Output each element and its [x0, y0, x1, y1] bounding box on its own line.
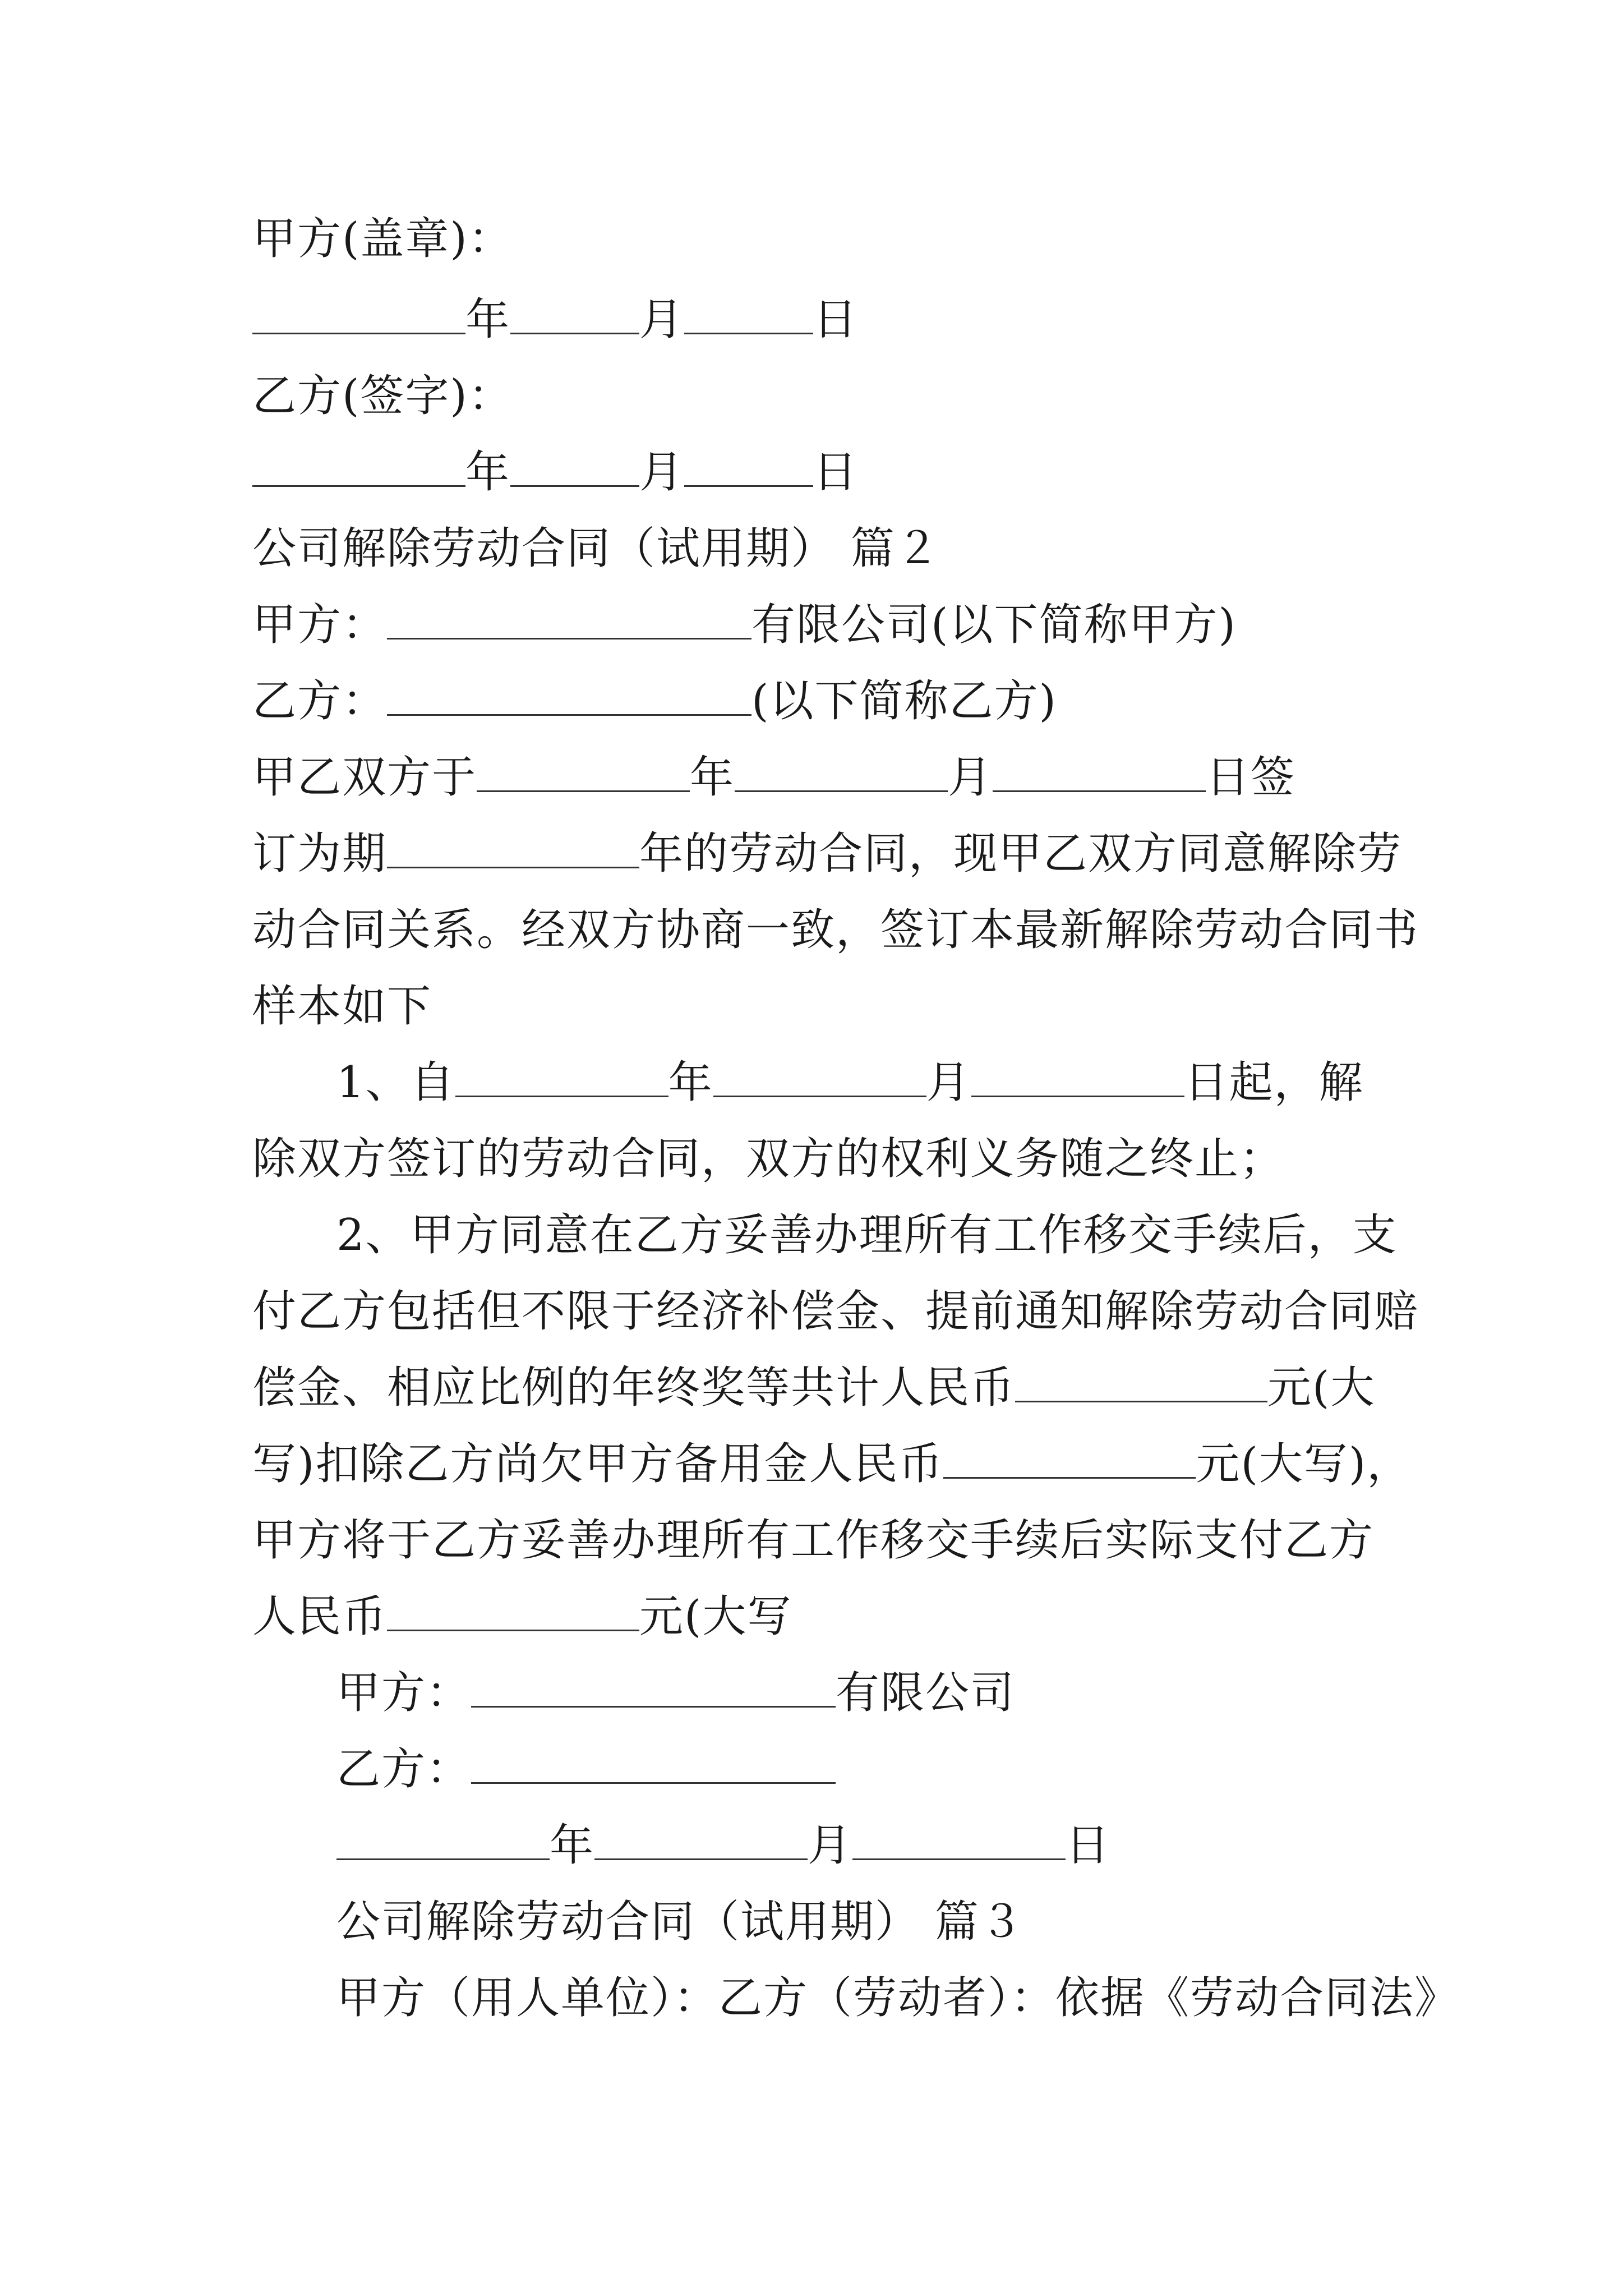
- section-2-title: [252, 522, 1385, 576]
- blank-month: [594, 1819, 808, 1860]
- blank-amount: [387, 1590, 639, 1631]
- party-b-line: [252, 674, 1385, 728]
- text: 元(大写)，: [1196, 1439, 1412, 1489]
- month-label: 月: [926, 1057, 971, 1108]
- blank-name: [471, 1743, 836, 1784]
- paragraph-1-line-2: [252, 827, 1403, 881]
- text: 甲乙双方于: [252, 752, 477, 803]
- item-2-line-3: [252, 1361, 1385, 1415]
- year-label: 年: [465, 447, 511, 498]
- paragraph-1-line-1: [252, 751, 1385, 804]
- blank-name: [387, 675, 751, 716]
- date-line-2: [252, 445, 1385, 499]
- blank-term: [387, 827, 639, 868]
- blank-day: [684, 293, 813, 334]
- text: 订为期: [252, 829, 388, 879]
- blank-year: [252, 446, 465, 487]
- text: 人民币: [252, 1591, 388, 1642]
- blank-day: [852, 1819, 1066, 1860]
- item-1-line-1: [336, 1056, 1469, 1110]
- date-line-1: [252, 293, 1385, 347]
- day-label: 日: [813, 447, 859, 498]
- blank-year: [336, 1819, 550, 1860]
- text: 付乙方包括但不限于经济补偿金、提前通知解除劳动合同赔: [252, 1286, 1419, 1337]
- text: 偿金、相应比例的年终奖等共计人民币: [252, 1363, 1016, 1413]
- text: 除双方签订的劳动合同，双方的权利义务随之终止；: [252, 1134, 1285, 1184]
- blank-day: [993, 751, 1206, 792]
- text: 公司解除劳动合同（试用期） 篇２: [252, 523, 940, 574]
- party-a-line: [252, 598, 1385, 652]
- blank-company: [387, 599, 751, 639]
- blank-year: [252, 293, 465, 334]
- text: 乙方：: [252, 676, 388, 726]
- text: 2、甲方同意在乙方妥善办理所有工作移交手续后，支: [336, 1210, 1398, 1260]
- year-label: 年: [690, 752, 735, 803]
- party-b-sign-label: [252, 369, 1385, 423]
- year-label: 年: [465, 295, 511, 345]
- text: 甲方将于乙方妥善办理所有工作移交手续后实际支付乙方: [252, 1515, 1375, 1566]
- month-label: 月: [948, 752, 993, 803]
- text: 乙方：: [336, 1744, 472, 1795]
- text: 年的劳动合同，现甲乙双方同意解除劳: [639, 829, 1403, 879]
- text: 日签: [1206, 752, 1296, 803]
- blank-day: [971, 1056, 1184, 1097]
- item-2-line-5: [252, 1513, 1385, 1567]
- text: 日起，解: [1184, 1057, 1364, 1108]
- text: 写)扣除乙方尚欠甲方备用金人民币: [252, 1439, 944, 1489]
- sign-party-b: [336, 1742, 1469, 1796]
- text: 元(大: [1267, 1363, 1376, 1413]
- blank-year: [455, 1056, 668, 1097]
- text: 有限公司(以下简称甲方): [751, 600, 1237, 650]
- blank-year: [477, 751, 690, 792]
- text: 甲方：: [252, 600, 388, 650]
- blank-month: [510, 446, 639, 487]
- section-3-title: [336, 1895, 1469, 1949]
- text: 乙方(签字)：: [252, 371, 513, 421]
- paragraph-1-line-3: [252, 903, 1419, 957]
- blank-month: [510, 293, 639, 334]
- text: 元(大写: [639, 1591, 792, 1642]
- item-1-line-2: [252, 1132, 1385, 1186]
- month-label: 月: [808, 1820, 853, 1871]
- party-a-seal-label: [252, 212, 1385, 266]
- item-2-line-6: [252, 1590, 1385, 1644]
- text: 样本如下: [252, 981, 432, 1032]
- paragraph-1-line-4: [252, 979, 1385, 1033]
- blank-month: [713, 1056, 926, 1097]
- text: 有限公司: [836, 1668, 1016, 1718]
- day-label: 日: [813, 295, 859, 345]
- year-label: 年: [668, 1057, 713, 1108]
- blank-amount: [943, 1438, 1196, 1479]
- text: 1、自: [336, 1057, 455, 1108]
- blank-company: [471, 1667, 836, 1708]
- text: 甲方(盖章)：: [252, 214, 513, 264]
- sign-party-a: [336, 1666, 1469, 1720]
- month-label: 月: [639, 447, 685, 498]
- year-label: 年: [550, 1820, 595, 1871]
- month-label: 月: [639, 295, 685, 345]
- blank-day: [684, 446, 813, 487]
- item-2-line-2: [252, 1285, 1419, 1338]
- date-line-3: [336, 1819, 1469, 1872]
- item-2-line-4: [252, 1437, 1412, 1491]
- blank-month: [735, 751, 948, 792]
- text: (以下简称乙方): [751, 676, 1057, 726]
- text: 公司解除劳动合同（试用期） 篇３: [336, 1897, 1025, 1947]
- section-3-line-1: [336, 1971, 1469, 2025]
- day-label: 日: [1066, 1820, 1111, 1871]
- blank-amount: [1015, 1361, 1267, 1402]
- text: 动合同关系。经双方协商一致，签订本最新解除劳动合同书: [252, 905, 1419, 955]
- text: 甲方（用人单位）：乙方（劳动者）：依据《劳动合同法》: [336, 1973, 1460, 2023]
- text: 甲方：: [336, 1668, 472, 1718]
- item-2-line-1: [336, 1208, 1469, 1262]
